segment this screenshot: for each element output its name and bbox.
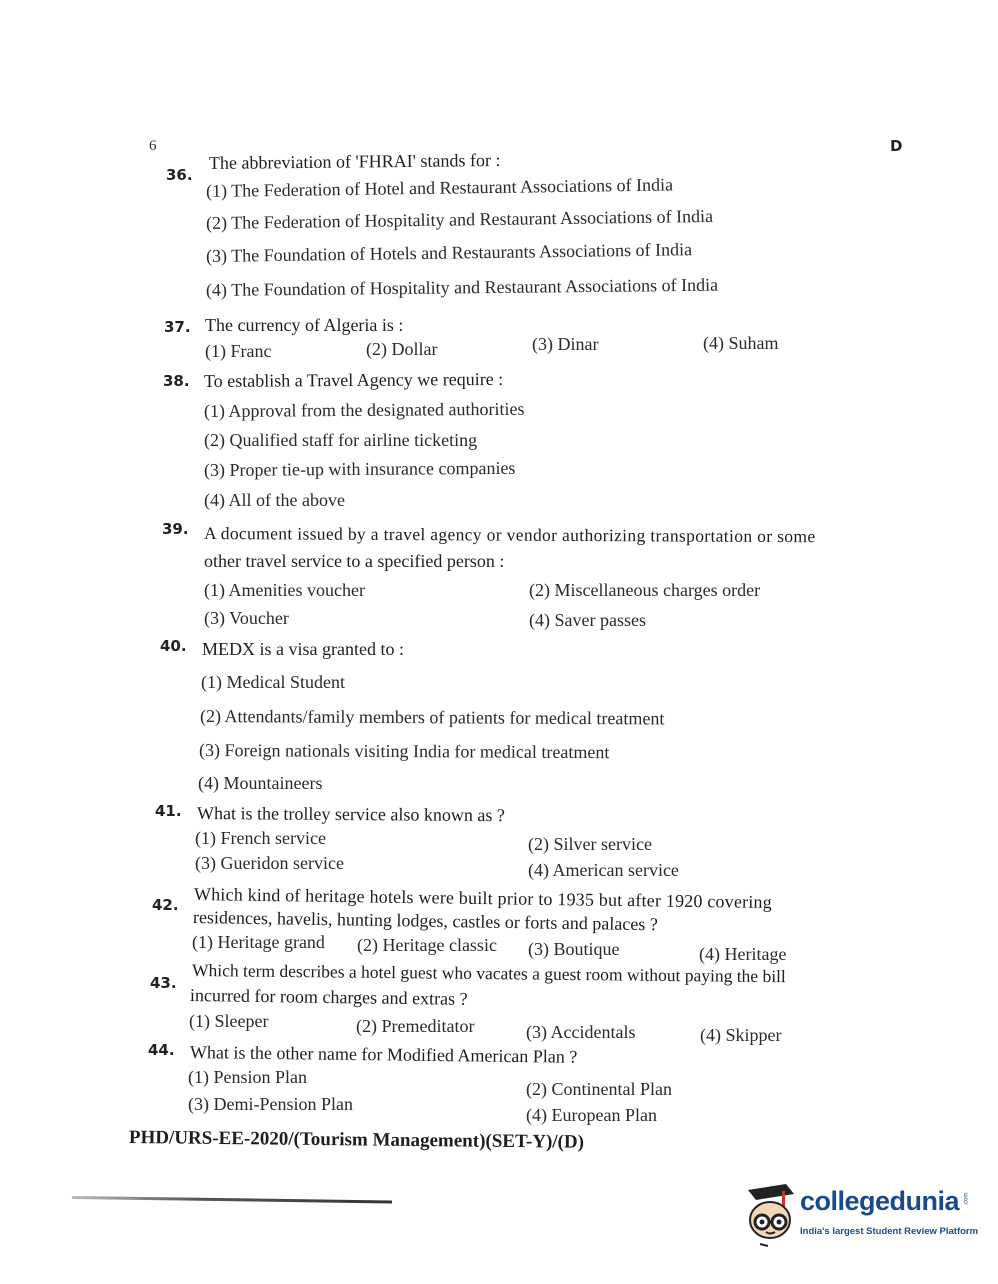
option: (3) Foreign nationals visiting India for medical treatment <box>198 740 610 763</box>
option: (2) The Federation of Hospitality and Restaurant Associations of India <box>205 205 714 233</box>
question-text: What is the other name for Modified American Plan ? <box>189 1042 578 1067</box>
option: (1) Heritage grand <box>192 932 325 952</box>
option: (4) Heritage <box>699 944 787 964</box>
footer-code: PHD/URS-EE-2020/(Tourism Management)(SET-Y)/(D) <box>128 1127 585 1153</box>
question-text: The abbreviation of 'FHRAI' stands for : <box>208 149 501 173</box>
question-number: 44. <box>148 1041 175 1059</box>
option: (3) The Foundation of Hotels and Restaurants Associations of India <box>205 239 693 266</box>
logo-wordmark: collegedunia <box>800 1186 960 1216</box>
scan-artifact-line <box>72 1196 392 1203</box>
question-text: A document issued by a travel agency or vendor authorizing transportation or some <box>203 523 816 547</box>
option: (4) Suham <box>703 333 779 353</box>
option: (1) French service <box>195 828 326 848</box>
question-number: 38. <box>163 372 190 390</box>
question-text: Which kind of heritage hotels were built prior to 1935 but after 1920 covering <box>193 884 773 913</box>
option: (1) The Federation of Hotel and Restaurant Associations of India <box>205 174 674 201</box>
option: (2) Continental Plan <box>526 1079 672 1099</box>
question-number: 36. <box>166 166 193 184</box>
question-number: 43. <box>150 974 177 992</box>
option: (1) Sleeper <box>189 1011 269 1031</box>
option: (1) Pension Plan <box>188 1067 307 1087</box>
question-text: incurred for room charges and extras ? <box>189 985 468 1009</box>
question-number: 42. <box>152 896 179 914</box>
question-text: MEDX is a visa granted to : <box>202 639 404 659</box>
question-text: residences, havelis, hunting lodges, castles or forts and palaces ? <box>192 907 658 935</box>
question-text: Which term describes a hotel guest who vacates a guest room without paying the bill <box>191 960 786 987</box>
option: (3) Demi-Pension Plan <box>188 1094 353 1114</box>
option: (4) All of the above <box>204 490 345 510</box>
option: (2) Silver service <box>528 834 652 854</box>
mascot-icon <box>742 1180 800 1250</box>
question-number: 39. <box>162 520 189 538</box>
option: (3) Accidentals <box>526 1022 636 1042</box>
option: (4) Mountaineers <box>198 773 323 793</box>
option: (2) Heritage classic <box>357 935 497 955</box>
option: (2) Attendants/family members of patients for medical treatment <box>199 706 665 729</box>
option: (2) Premeditator <box>356 1016 475 1036</box>
option: (1) Amenities voucher <box>204 580 365 600</box>
option: (1) Approval from the designated authorities <box>203 398 525 421</box>
question-text: The currency of Algeria is : <box>205 315 404 335</box>
option: (3) Boutique <box>528 939 620 959</box>
option: (2) Miscellaneous charges order <box>529 580 761 600</box>
option: (4) American service <box>528 860 679 880</box>
option: (4) European Plan <box>526 1105 657 1125</box>
question-text: What is the trolley service also known as ? <box>196 803 505 826</box>
logo-suffix: .com <box>963 1192 970 1206</box>
option: (3) Gueridon service <box>195 853 344 873</box>
option: (1) Medical Student <box>201 672 345 692</box>
question-number: 41. <box>155 802 182 820</box>
page-number: 6 <box>149 138 157 154</box>
logo-tagline: India's largest Student Review Platform <box>800 1226 979 1237</box>
question-text: To establish a Travel Agency we require : <box>203 368 504 391</box>
option: (4) Saver passes <box>529 610 646 630</box>
option: (2) Dollar <box>366 339 438 359</box>
option: (4) Skipper <box>700 1025 782 1045</box>
question-number: 37. <box>164 318 191 336</box>
collegedunia-logo <box>742 1180 979 1250</box>
option: (3) Voucher <box>204 608 289 628</box>
option: (2) Qualified staff for airline ticketing <box>204 430 478 450</box>
option: (4) The Foundation of Hospitality and Restaurant Associations of India <box>205 274 719 300</box>
question-text: other travel service to a specified person : <box>204 551 505 571</box>
set-letter: D <box>890 137 903 155</box>
question-number: 40. <box>160 637 187 655</box>
option: (3) Dinar <box>532 334 599 354</box>
option: (1) Franc <box>205 341 272 361</box>
option: (3) Proper tie-up with insurance companies <box>203 457 516 480</box>
